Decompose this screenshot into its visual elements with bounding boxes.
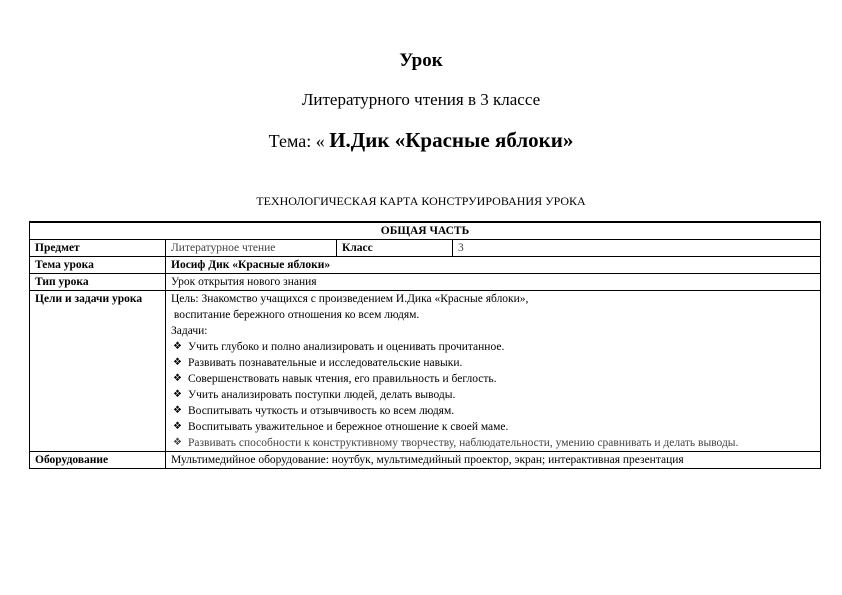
diamond-bullet-icon: ❖ bbox=[173, 437, 182, 448]
table-header-row bbox=[30, 222, 821, 240]
diamond-bullet-icon: ❖ bbox=[173, 405, 182, 416]
topic-label: Тема урока bbox=[30, 257, 166, 274]
type-label: Тип урока bbox=[30, 274, 166, 291]
table-row bbox=[30, 452, 821, 469]
table-row bbox=[30, 274, 821, 291]
list-item: ❖ Развивать способности к конструктивному творчеству, наблюдательности, умению сравнивать и делать выводы. bbox=[173, 437, 739, 449]
tasks-list bbox=[171, 339, 815, 451]
list-item: ❖ Развивать познавательные и исследовательские навыки. bbox=[173, 357, 463, 369]
table-row bbox=[30, 257, 821, 274]
subject-value: Литературное чтение bbox=[166, 240, 337, 257]
lesson-theme bbox=[0, 128, 842, 153]
list-item: ❖ Воспитывать уважительное и бережное отношение к своей маме. bbox=[173, 421, 509, 433]
goals-cell bbox=[166, 291, 821, 452]
diamond-bullet-icon: ❖ bbox=[173, 373, 182, 384]
tasks-label: Задачи: bbox=[171, 325, 208, 337]
subject-label: Предмет bbox=[30, 240, 166, 257]
lesson-heading: Урок bbox=[399, 50, 443, 71]
equipment-value: Мультимедийное оборудование: ноутбук, мультимедийный проектор, экран; интерактивная презентация bbox=[166, 452, 821, 469]
lesson-table bbox=[29, 221, 821, 469]
list-item: ❖ Учить глубоко и полно анализировать и оценивать прочитанное. bbox=[173, 341, 505, 353]
topic-value: Иосиф Дик «Красные яблоки» bbox=[166, 257, 821, 274]
list-item: ❖ Воспитывать чуткость и отзывчивость ко всем людям. bbox=[173, 405, 455, 417]
list-item: ❖ Учить анализировать поступки людей, делать выводы. bbox=[173, 389, 456, 401]
goals-label: Цели и задачи урока bbox=[30, 291, 166, 452]
section-header: ОБЩАЯ ЧАСТЬ bbox=[30, 222, 821, 240]
table-row bbox=[30, 291, 821, 452]
lesson-subtitle: Литературного чтения в 3 классе bbox=[301, 90, 541, 109]
class-label: Класс bbox=[337, 240, 453, 257]
table-row bbox=[30, 240, 821, 257]
diamond-bullet-icon: ❖ bbox=[173, 389, 182, 400]
type-value: Урок открытия нового знания bbox=[166, 274, 821, 291]
card-title: ТЕХНОЛОГИЧЕСКАЯ КАРТА КОНСТРУИРОВАНИЯ УРОКА bbox=[256, 194, 586, 208]
diamond-bullet-icon: ❖ bbox=[173, 421, 182, 432]
equipment-label: Оборудование bbox=[30, 452, 166, 469]
diamond-bullet-icon: ❖ bbox=[173, 357, 182, 368]
goal-line-2: воспитание бережного отношения ко всем людям. bbox=[171, 309, 420, 321]
class-value: 3 bbox=[453, 240, 821, 257]
theme-prefix: Тема: « bbox=[268, 131, 325, 151]
diamond-bullet-icon: ❖ bbox=[173, 341, 182, 352]
goal-line-1: Цель: Знакомство учащихся с произведением И.Дика «Красные яблоки», bbox=[171, 293, 529, 305]
theme-main: И.Дик «Красные яблоки» bbox=[329, 128, 574, 152]
list-item: ❖ Совершенствовать навык чтения, его правильность и беглость. bbox=[173, 373, 497, 385]
